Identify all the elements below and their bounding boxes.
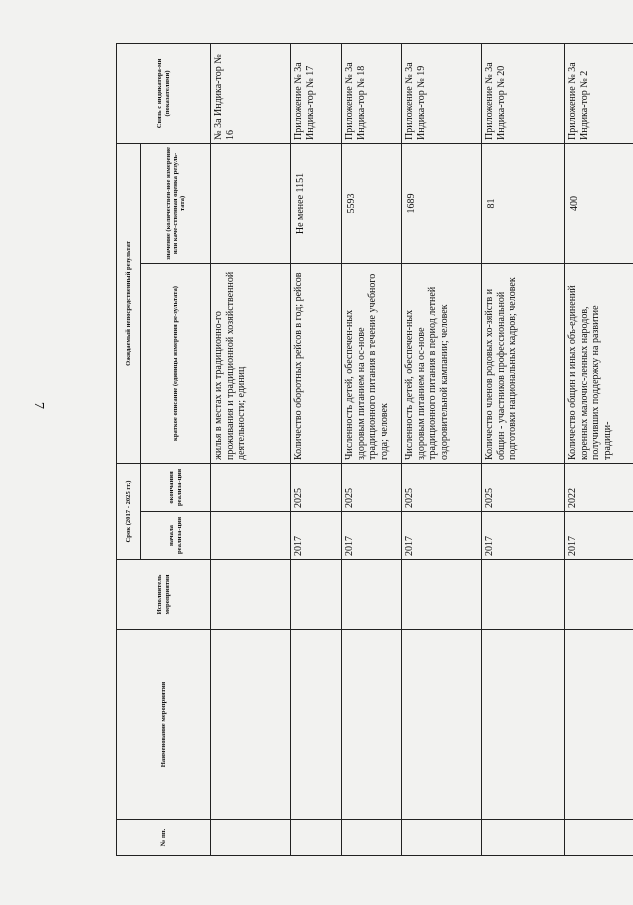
cell-executor	[402, 560, 482, 630]
cell-end	[211, 463, 291, 511]
cell-link: Приложение № 3а Индика-тор № 17	[291, 43, 342, 143]
cell-start: 2017	[482, 512, 565, 560]
cell-link: Приложение № 3а Индика-тор № 20	[482, 43, 565, 143]
header-name: Наименование мероприятия	[117, 630, 211, 820]
cell-desc: Количество членов родовых хо-зяйств и общин - участников профессиональной подготовки национальных кадров; человек	[482, 263, 565, 463]
cell-value: Не менее 1151	[291, 143, 342, 263]
cell-desc: Количество общин и иных объ-единений коренных малочис-ленных народов, получивших поддержку на развитие традици-	[565, 263, 633, 463]
cell-executor	[211, 560, 291, 630]
cell-name	[482, 630, 565, 820]
cell-value: 400	[565, 143, 633, 263]
page-number: 7	[31, 402, 46, 409]
header-term-end: окончания реализа-ции	[141, 463, 211, 511]
cell-start: 2017	[402, 512, 482, 560]
cell-name	[211, 630, 291, 820]
table-row	[291, 43, 342, 855]
table-row	[402, 43, 482, 855]
cell-link: Приложение № 3а Индика-тор № 2	[565, 43, 633, 143]
header-term: Срок (2017 - 2025 гг.)	[117, 463, 141, 559]
header-result-desc: краткое описание (единицы измерения ре-зультата)	[141, 263, 211, 463]
table-row	[565, 43, 633, 855]
cell-executor	[291, 560, 342, 630]
cell-num	[291, 820, 342, 856]
cell-num	[565, 820, 633, 856]
cell-executor	[342, 560, 402, 630]
cell-value	[211, 143, 291, 263]
cell-desc: Количество оборотных рейсов в год; рейсов	[291, 263, 342, 463]
header-num: № пп.	[117, 820, 211, 856]
header-result-value: значение (количествен-ное измерение или каче-ственная оценка резуль-тата)	[141, 143, 211, 263]
cell-name	[402, 630, 482, 820]
cell-start: 2017	[565, 512, 633, 560]
cell-num	[211, 820, 291, 856]
cell-name	[291, 630, 342, 820]
cell-desc: Численность детей, обеспечен-ных здоровым питанием на ос-нове традиционного питания в период летней оздоровительной кампании; человек	[402, 263, 482, 463]
table-row	[211, 43, 291, 855]
cell-executor	[565, 560, 633, 630]
header-term-start: начала реализа-ции	[141, 512, 211, 560]
cell-num	[482, 820, 565, 856]
activities-table	[116, 43, 633, 856]
cell-desc: жилья в местах их традиционно-го проживания и традиционной хозяйственной деятельности; единиц	[211, 263, 291, 463]
cell-value: 1689	[402, 143, 482, 263]
header-link: Связь с индикатора-ми (показателями)	[117, 43, 211, 143]
cell-num	[402, 820, 482, 856]
cell-executor	[482, 560, 565, 630]
cell-start: 2017	[342, 512, 402, 560]
cell-start	[211, 512, 291, 560]
cell-value: 5593	[342, 143, 402, 263]
cell-num	[342, 820, 402, 856]
cell-value: 81	[482, 143, 565, 263]
cell-end: 2025	[482, 463, 565, 511]
cell-end: 2025	[291, 463, 342, 511]
cell-link: Приложение № 3а Индика-тор № 19	[402, 43, 482, 143]
rotated-table-wrapper	[116, 44, 613, 856]
cell-name	[565, 630, 633, 820]
header-result: Ожидаемый непосредственный результат	[117, 143, 141, 463]
cell-name	[342, 630, 402, 820]
table-row	[342, 43, 402, 855]
cell-link: Приложение № 3а Индика-тор № 18	[342, 43, 402, 143]
cell-end: 2025	[402, 463, 482, 511]
header-row-1	[117, 43, 141, 855]
table-row	[482, 43, 565, 855]
cell-link: № 3а Индика-тор № 16	[211, 43, 291, 143]
cell-end: 2025	[342, 463, 402, 511]
cell-desc: Численность детей, обеспечен-ных здоровым питанием на ос-нове традиционного питания в течение учебного года; человек	[342, 263, 402, 463]
header-executor: Исполнитель мероприятия	[117, 560, 211, 630]
cell-end: 2022	[565, 463, 633, 511]
cell-start: 2017	[291, 512, 342, 560]
